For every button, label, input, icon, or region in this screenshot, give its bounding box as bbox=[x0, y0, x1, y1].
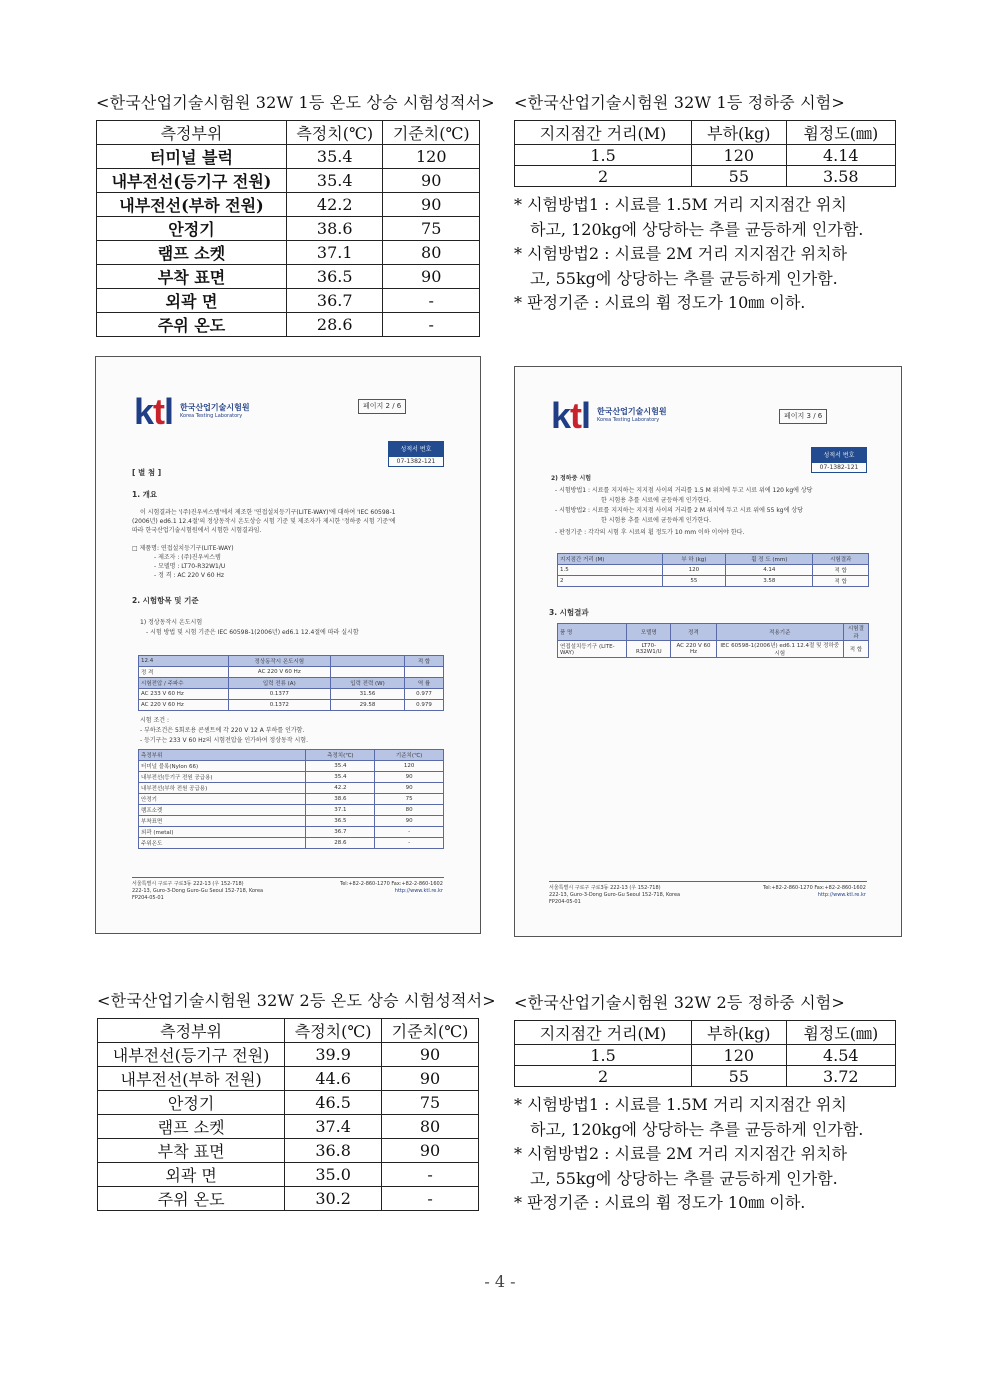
scan-table-cell: 42.2 bbox=[306, 783, 375, 794]
scan-table-cell: 시험결과 bbox=[843, 624, 868, 641]
table-cell: 안정기 bbox=[98, 1091, 285, 1115]
maker-line: - 제조자 : (주)진우씨스템 bbox=[154, 554, 221, 561]
table-cell: 90 bbox=[383, 193, 480, 217]
column-header: 휨정도(㎜) bbox=[786, 121, 895, 145]
table-cell: - bbox=[382, 1187, 479, 1211]
static-load-notes-2 bbox=[514, 1093, 896, 1216]
table-row bbox=[98, 1163, 479, 1187]
table-cell: 내부전선(부하 전원) bbox=[97, 193, 287, 217]
column-header: 기준치(℃) bbox=[383, 121, 480, 145]
attachment-tag: [ 별 첨 ] bbox=[132, 468, 162, 477]
table-row bbox=[98, 1187, 479, 1211]
column-header: 부하(kg) bbox=[692, 121, 786, 145]
footer-address-en: 222-13, Guro-3-Dong Guro-Gu Seoul 152-718, Korea bbox=[549, 892, 681, 898]
scan-table-cell: 적 합 bbox=[813, 576, 869, 587]
scan-table-row bbox=[558, 641, 869, 658]
scan-table-row bbox=[139, 678, 444, 689]
table-row bbox=[97, 241, 480, 265]
table-row bbox=[98, 1139, 479, 1163]
table-header-row bbox=[515, 121, 896, 145]
scan-static-load-table bbox=[557, 553, 869, 587]
footer-rule bbox=[549, 881, 867, 882]
report-number: 07-1382-121 bbox=[811, 462, 867, 473]
static-load-table-1 bbox=[514, 120, 896, 187]
table-cell: 부착 표면 bbox=[97, 265, 287, 289]
scan-table-cell: 시험전압 / 주파수 bbox=[139, 678, 229, 689]
column-header: 측정부위 bbox=[97, 121, 287, 145]
footer-address: 서울특별시 구로구 구로3동 222-13 (우 152-718) bbox=[132, 881, 244, 887]
section-overview: 1. 개요 bbox=[132, 490, 158, 499]
note-line: * 판정기준 : 시료의 휨 정도가 10㎜ 이하. bbox=[514, 1193, 806, 1212]
table-cell: 내부전선(부하 전원) bbox=[98, 1067, 285, 1091]
report-scan-page-2 bbox=[95, 356, 481, 934]
column-header: 지지점간 거리(M) bbox=[515, 1021, 692, 1045]
table-cell: 4.54 bbox=[786, 1045, 895, 1066]
table-header-row bbox=[515, 1021, 896, 1045]
table-cell: - bbox=[383, 289, 480, 313]
scan-table-row bbox=[139, 805, 444, 816]
temp-rise-section-1 bbox=[96, 90, 495, 337]
scan-table-cell: 90 bbox=[375, 816, 444, 827]
scan-table-cell: 28.6 bbox=[306, 838, 375, 849]
scan-table-cell: AC 233 V 60 Hz bbox=[139, 689, 229, 700]
static-load-caption-1: <한국산업기술시험원 32W 1등 정하중 시험> bbox=[514, 93, 845, 112]
section-test-items: 2. 시험항목 및 기준 bbox=[132, 596, 199, 605]
scan-table-cell: 램프소켓 bbox=[139, 805, 306, 816]
column-header: 측정치(℃) bbox=[285, 1019, 382, 1043]
note-line: * 시험방법1 : 시료를 1.5M 거리 지지점간 위치 bbox=[514, 195, 847, 214]
table-cell: 37.4 bbox=[285, 1115, 382, 1139]
scan-table-cell: 정 격 bbox=[139, 667, 229, 678]
temp-rise-caption-1: <한국산업기술시험원 32W 1등 온도 상승 시험성적서> bbox=[96, 93, 495, 112]
scan-table-cell: 90 bbox=[375, 772, 444, 783]
table-row bbox=[97, 289, 480, 313]
table-cell: 램프 소켓 bbox=[98, 1115, 285, 1139]
scan-table-row bbox=[139, 761, 444, 772]
static-load-notes-1 bbox=[514, 193, 896, 316]
method-line-1: - 시험방법1 : 시료를 지지하는 지지점 사이의 거리를 1.5 M 위치에 두고 시료 위에 120 kg에 상당 bbox=[555, 487, 813, 494]
scan-table-row bbox=[558, 554, 869, 565]
table-cell: 90 bbox=[382, 1043, 479, 1067]
scan-table-cell: 0.1377 bbox=[228, 689, 330, 700]
overview-line-3: 따라 한국산업기술시험원에서 시험한 시험결과임. bbox=[132, 527, 262, 534]
scan-table-cell: 내부전선(부하 전원 공급용) bbox=[139, 783, 306, 794]
table-cell: 120 bbox=[692, 1045, 786, 1066]
temp-rise-section-2 bbox=[97, 988, 496, 1211]
scan-table-cell: 80 bbox=[375, 805, 444, 816]
table-cell: 3.72 bbox=[786, 1066, 895, 1087]
scan-table-cell: 0.977 bbox=[405, 689, 444, 700]
table-cell: 2 bbox=[515, 166, 692, 187]
scan-table-cell: 29.58 bbox=[331, 700, 405, 711]
scan-table-cell: 외곽 (metal) bbox=[139, 827, 306, 838]
table-cell: 44.6 bbox=[285, 1067, 382, 1091]
footer-address: 서울특별시 구로구 구로3동 222-13 (우 152-718) bbox=[549, 885, 661, 891]
table-row bbox=[97, 145, 480, 169]
table-cell: 39.9 bbox=[285, 1043, 382, 1067]
table-cell: 75 bbox=[382, 1091, 479, 1115]
scan-power-table bbox=[138, 655, 444, 711]
table-cell: 1.5 bbox=[515, 145, 692, 166]
scan-table-cell: - bbox=[375, 827, 444, 838]
page-indicator: 페이지 3 / 6 bbox=[779, 409, 827, 424]
subsection-temp: 1) 정상동작시 온도시험 bbox=[140, 619, 203, 626]
table-cell: 38.6 bbox=[286, 217, 383, 241]
ktl-logo: ktl bbox=[551, 395, 591, 436]
footer-code: FP204-05-01 bbox=[132, 895, 164, 901]
static-load-section-1 bbox=[514, 90, 896, 316]
table-row bbox=[98, 1091, 479, 1115]
table-cell: 터미널 블럭 bbox=[97, 145, 287, 169]
footer-rule bbox=[132, 877, 444, 878]
scan-table-cell: 1.5 bbox=[558, 565, 663, 576]
scan-table-cell: 3.58 bbox=[726, 576, 813, 587]
table-cell: 28.6 bbox=[286, 313, 383, 337]
scan-table-cell: 입력 전력 (W) bbox=[331, 678, 405, 689]
table-cell: 42.2 bbox=[286, 193, 383, 217]
scan-table-row bbox=[558, 565, 869, 576]
condition-line-2: - 등기구는 233 V 60 Hz의 시험전압을 인가하여 정상동작 시험. bbox=[140, 737, 309, 744]
overview-line-1: 이 시험결과는 '(주)진우씨스템'에서 제조한 '연접설치등기구(LITE-WAY)'에 대하여 'IEC 60598-1 bbox=[140, 509, 396, 516]
condition-label: 시험 조건 : bbox=[140, 717, 170, 724]
scan-table-cell: 역 률 bbox=[405, 678, 444, 689]
scan-table-row bbox=[558, 576, 869, 587]
scan-table-cell: 연접설치등기구 (LITE-WAY) bbox=[558, 641, 627, 658]
table-cell: 램프 소켓 bbox=[97, 241, 287, 265]
table-cell: 55 bbox=[692, 1066, 786, 1087]
scan-table-cell: 4.14 bbox=[726, 565, 813, 576]
page-indicator: 페이지 2 / 6 bbox=[358, 399, 406, 414]
table-cell: 75 bbox=[383, 217, 480, 241]
scan-table-row bbox=[139, 772, 444, 783]
page-number: - 4 - bbox=[484, 1272, 516, 1291]
scan-table-cell: 부착표면 bbox=[139, 816, 306, 827]
footer-tel: Tel:+82-2-860-1270 Fax:+82-2-860-1602 bbox=[763, 885, 866, 891]
criteria-line: - 판정기준 : 각각의 시험 후 시료의 휨 정도가 10 mm 이하 이어야 한다. bbox=[555, 529, 745, 536]
overview-line-2: (2006년) ed6.1 12.4절'의 정상동작시 온도상승 시험 기준 및 제조자가 제시한 '정하중 시험 기준'에 bbox=[132, 518, 396, 525]
table-cell: 35.0 bbox=[285, 1163, 382, 1187]
method-line-4: 한 시험용 추를 시료에 균등하게 인가한다. bbox=[601, 517, 711, 524]
scan-table-cell: 정격 bbox=[671, 624, 716, 641]
scan-table-cell: 측정치(℃) bbox=[306, 750, 375, 761]
scan-table-cell: LT70-R32W1/U bbox=[627, 641, 671, 658]
scan-table-cell: 0.979 bbox=[405, 700, 444, 711]
footer-web: http://www.ktl.re.kr bbox=[394, 888, 443, 894]
table-row bbox=[515, 1045, 896, 1066]
scan-table-row bbox=[139, 783, 444, 794]
table-cell: 주위 온도 bbox=[98, 1187, 285, 1211]
static-load-table-2 bbox=[514, 1020, 896, 1087]
scan-temp-table bbox=[138, 749, 444, 849]
scan-table-cell: IEC 60598-1(2006년) ed6.1 12.4절 및 정하중 시험 bbox=[716, 641, 843, 658]
table-row bbox=[98, 1115, 479, 1139]
scan-table-cell: 120 bbox=[375, 761, 444, 772]
scan-table-cell bbox=[331, 656, 405, 667]
scan-table-row bbox=[139, 794, 444, 805]
scan-table-cell: 품 명 bbox=[558, 624, 627, 641]
report-scan-page-3 bbox=[514, 366, 902, 937]
scan-table-cell: 입력 전류 (A) bbox=[228, 678, 330, 689]
column-header: 기준치(℃) bbox=[382, 1019, 479, 1043]
scan-table-cell: 31.56 bbox=[331, 689, 405, 700]
scan-table-cell: 적 합 bbox=[405, 656, 444, 667]
note-line: 고, 55kg에 상당하는 추를 균등하게 인가함. bbox=[530, 268, 838, 288]
scan-table-cell: 37.1 bbox=[306, 805, 375, 816]
method-line-3: - 시험방법2 : 시료를 지지하는 지지점 사이의 거리를 2 M 위치에 두고 시료 위에 55 kg에 상당 bbox=[555, 507, 803, 514]
scan-table-cell: 75 bbox=[375, 794, 444, 805]
org-name: 한국산업기술시험원 bbox=[597, 407, 667, 416]
note-line: 고, 55kg에 상당하는 추를 균등하게 인가함. bbox=[530, 1168, 838, 1188]
scan-table-cell: 35.4 bbox=[306, 761, 375, 772]
footer-code: FP204-05-01 bbox=[549, 899, 581, 905]
table-header-row bbox=[97, 121, 480, 145]
table-cell: 35.4 bbox=[286, 169, 383, 193]
table-cell: 외곽 면 bbox=[97, 289, 287, 313]
note-line: * 판정기준 : 시료의 휨 정도가 10㎜ 이하. bbox=[514, 293, 806, 312]
scan-table-cell: 120 bbox=[662, 565, 726, 576]
table-cell: 90 bbox=[382, 1067, 479, 1091]
scan-table-cell: 적 합 bbox=[813, 565, 869, 576]
subsection-static-load: 2) 정하중 시험 bbox=[551, 475, 592, 482]
table-cell: 35.4 bbox=[286, 145, 383, 169]
table-cell: 120 bbox=[383, 145, 480, 169]
table-cell: 주위 온도 bbox=[97, 313, 287, 337]
scan-table-row bbox=[139, 838, 444, 849]
scan-table-cell: 시험결과 bbox=[813, 554, 869, 565]
section-results: 3. 시험결과 bbox=[549, 608, 589, 617]
table-row bbox=[97, 193, 480, 217]
table-row bbox=[515, 166, 896, 187]
scan-table-cell: 부 하 (kg) bbox=[662, 554, 726, 565]
table-cell: 1.5 bbox=[515, 1045, 692, 1066]
scan-table-cell: 터미널 블록(Nylon 66) bbox=[139, 761, 306, 772]
table-cell: 90 bbox=[382, 1139, 479, 1163]
table-cell: 내부전선(등기구 전원) bbox=[98, 1043, 285, 1067]
scan-table-cell: 2 bbox=[558, 576, 663, 587]
table-row bbox=[98, 1067, 479, 1091]
scan-table-cell: 55 bbox=[662, 576, 726, 587]
note-line: 하고, 120kg에 상당하는 추를 균등하게 인가함. bbox=[530, 219, 864, 239]
table-cell: 2 bbox=[515, 1066, 692, 1087]
scan-table-cell: 기준치(℃) bbox=[375, 750, 444, 761]
method-line-2: 한 시험용 추를 시료에 균등하게 인가한다. bbox=[601, 497, 711, 504]
scan-table-row bbox=[139, 667, 444, 678]
column-header: 측정부위 bbox=[98, 1019, 285, 1043]
org-name-en: Korea Testing Laboratory bbox=[180, 413, 243, 419]
table-row bbox=[97, 169, 480, 193]
table-cell: 120 bbox=[692, 145, 786, 166]
table-cell: 30.2 bbox=[285, 1187, 382, 1211]
scan-table-cell: 휨 정 도 (mm) bbox=[726, 554, 813, 565]
temp-rise-table-2 bbox=[97, 1018, 479, 1211]
static-load-caption-2: <한국산업기술시험원 32W 2등 정하중 시험> bbox=[514, 993, 845, 1012]
table-header-row bbox=[98, 1019, 479, 1043]
scan-table-cell: 주위온도 bbox=[139, 838, 306, 849]
table-cell: 90 bbox=[383, 169, 480, 193]
scan-table-cell: 정상동작시 온도시험 bbox=[228, 656, 330, 667]
table-cell: 80 bbox=[383, 241, 480, 265]
table-cell: 90 bbox=[383, 265, 480, 289]
scan-table-cell: 안정기 bbox=[139, 794, 306, 805]
table-cell: 55 bbox=[692, 166, 786, 187]
scan-table-row bbox=[139, 827, 444, 838]
scan-result-table bbox=[557, 623, 869, 658]
org-name: 한국산업기술시험원 bbox=[180, 403, 250, 412]
org-name-en: Korea Testing Laboratory bbox=[597, 417, 660, 423]
static-load-section-2 bbox=[514, 990, 896, 1216]
table-cell: 부착 표면 bbox=[98, 1139, 285, 1163]
scan-table-row bbox=[139, 656, 444, 667]
scan-table-cell: 36.5 bbox=[306, 816, 375, 827]
table-cell: 안정기 bbox=[97, 217, 287, 241]
scan-table-row bbox=[139, 700, 444, 711]
note-line: * 시험방법2 : 시료를 2M 거리 지지점간 위치하 bbox=[514, 1144, 848, 1163]
temp-rise-table-1 bbox=[96, 120, 480, 337]
column-header: 부하(kg) bbox=[692, 1021, 786, 1045]
scan-table-cell: 38.6 bbox=[306, 794, 375, 805]
scan-table-cell: 0.1372 bbox=[228, 700, 330, 711]
column-header: 측정치(℃) bbox=[286, 121, 383, 145]
table-row bbox=[97, 217, 480, 241]
note-line: * 시험방법2 : 시료를 2M 거리 지지점간 위치하 bbox=[514, 244, 848, 263]
table-cell: 3.58 bbox=[786, 166, 895, 187]
temp-rise-caption-2: <한국산업기술시험원 32W 2등 온도 상승 시험성적서> bbox=[97, 991, 496, 1010]
report-number-label: 성적서 번호 bbox=[388, 441, 444, 456]
table-cell: - bbox=[383, 313, 480, 337]
column-header: 지지점간 거리(M) bbox=[515, 121, 692, 145]
scan-table-cell bbox=[405, 667, 444, 678]
scan-table-row bbox=[139, 750, 444, 761]
scan-table-cell: 적용기준 bbox=[716, 624, 843, 641]
table-row bbox=[515, 145, 896, 166]
table-cell: 46.5 bbox=[285, 1091, 382, 1115]
scan-table-cell: 90 bbox=[375, 783, 444, 794]
scan-table-cell: 36.7 bbox=[306, 827, 375, 838]
table-cell: 37.1 bbox=[286, 241, 383, 265]
report-number-box bbox=[811, 447, 867, 473]
report-number-box bbox=[388, 441, 444, 467]
scan-table-row bbox=[139, 689, 444, 700]
report-number-label: 성적서 번호 bbox=[811, 447, 867, 462]
model-line: - 모델명 : LT70-R32W1/U bbox=[154, 563, 226, 570]
table-cell: 외곽 면 bbox=[98, 1163, 285, 1187]
table-cell: 36.8 bbox=[285, 1139, 382, 1163]
table-cell: - bbox=[382, 1163, 479, 1187]
scan-table-cell bbox=[331, 667, 405, 678]
scan-table-cell: 측정부위 bbox=[139, 750, 306, 761]
condition-line-1: - 부하조건은 5회로용 콘센트에 각 220 V 12 A 부하를 인가함. bbox=[140, 727, 305, 734]
table-cell: 36.5 bbox=[286, 265, 383, 289]
table-row bbox=[97, 313, 480, 337]
footer-web: http://www.ktl.re.kr bbox=[817, 892, 866, 898]
table-row bbox=[515, 1066, 896, 1087]
table-cell: 36.7 bbox=[286, 289, 383, 313]
scan-table-cell: AC 220 V 60 Hz bbox=[139, 700, 229, 711]
report-number: 07-1382-121 bbox=[388, 456, 444, 467]
scan-table-row bbox=[558, 624, 869, 641]
note-line: * 시험방법1 : 시료를 1.5M 거리 지지점간 위치 bbox=[514, 1095, 847, 1114]
scan-table-row bbox=[139, 816, 444, 827]
note-line: 하고, 120kg에 상당하는 추를 균등하게 인가함. bbox=[530, 1119, 864, 1139]
rating-line: - 정 격 : AC 220 V 60 Hz bbox=[154, 572, 225, 579]
footer-address-en: 222-13, Guro-3-Dong Guro-Gu Seoul 152-718, Korea bbox=[132, 888, 264, 894]
scan-table-cell: AC 220 V 60 Hz bbox=[671, 641, 716, 658]
scan-table-cell: 모델명 bbox=[627, 624, 671, 641]
scan-table-cell: - bbox=[375, 838, 444, 849]
scan-table-cell: 12.4 bbox=[139, 656, 229, 667]
table-cell: 4.14 bbox=[786, 145, 895, 166]
scan-table-cell: AC 220 V 60 Hz bbox=[228, 667, 330, 678]
table-row bbox=[97, 265, 480, 289]
table-cell: 80 bbox=[382, 1115, 479, 1139]
column-header: 휨정도(㎜) bbox=[786, 1021, 895, 1045]
scan-table-cell: 내부전선(등기구 전원 공급용) bbox=[139, 772, 306, 783]
product-line: □ 제품명: 연접설치등기구(LITE-WAY) bbox=[132, 545, 234, 552]
scan-table-cell: 지지점간 거리 (M) bbox=[558, 554, 663, 565]
scan-table-cell: 35.4 bbox=[306, 772, 375, 783]
table-row bbox=[98, 1043, 479, 1067]
footer-tel: Tel:+82-2-860-1270 Fax:+82-2-860-1602 bbox=[340, 881, 443, 887]
scan-table-cell: 적 합 bbox=[843, 641, 868, 658]
subsection-temp-desc: - 시험 방법 및 시험 기준은 IEC 60598-1(2006년) ed6.1 12.4절에 따라 실시함 bbox=[146, 629, 359, 636]
table-cell: 내부전선(등기구 전원) bbox=[97, 169, 287, 193]
ktl-logo: ktl bbox=[134, 391, 174, 432]
